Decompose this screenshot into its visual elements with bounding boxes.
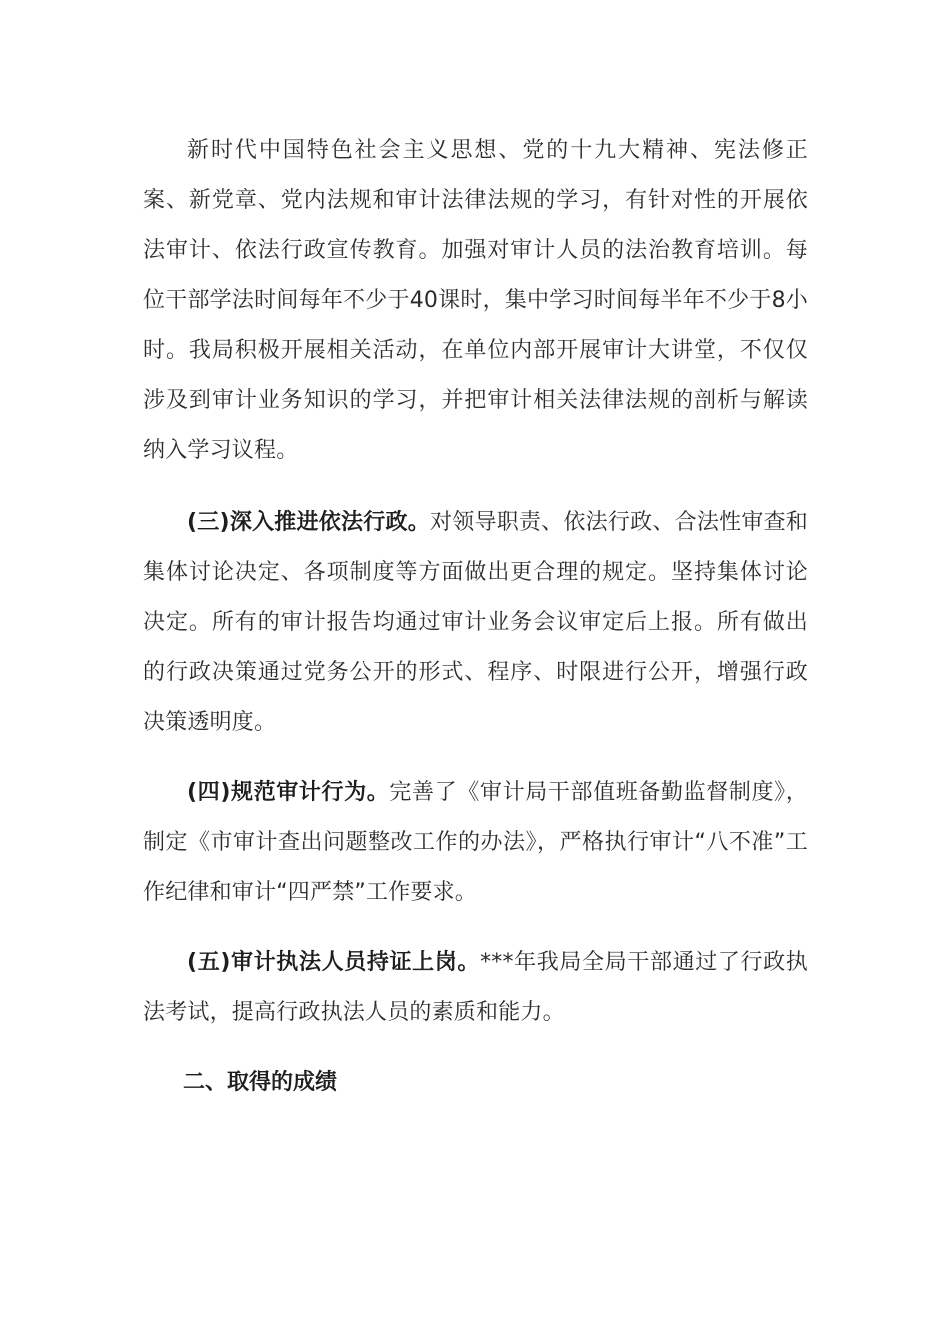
section-2-heading: 二、取得的成绩: [183, 1070, 338, 1095]
paragraph-section-4: [143, 768, 808, 918]
paragraph-intro-text: 新时代中国特色社会主义思想、党的十九大精神、宪法修正案、新党章、党内法规和审计法律法规的学习，有针对性的开展依法审计、依法行政宣传教育。加强对审计人员的法治教育培训。每位干部学法时间每年不少于40课时，集中学习时间每半年不少于8小时。我局积极开展相关活动，在单位内部开展审计大讲堂，不仅仅涉及到审计业务知识的学习，并把审计相关法律法规的剖析与解读纳入学习议程。: [143, 138, 808, 463]
paragraph-intro: [143, 126, 808, 476]
paragraph-section-5: [143, 938, 808, 1038]
paragraph-section-3: [143, 498, 808, 748]
paragraph-section-4-body: 完善了《审计局干部值班备勤监督制度》，制定《市审计查出问题整改工作的办法》，严格执行审计“八不准”工作纪律和审计“四严禁”工作要求。: [143, 780, 808, 905]
document-body: [143, 126, 808, 1108]
paragraph-section-5-heading: (五)审计执法人员持证上岗。: [187, 950, 481, 975]
paragraph-section-3-heading: (三)深入推进依法行政。: [187, 510, 430, 535]
paragraph-section-5-body: ***年我局全局干部通过了行政执法考试，提高行政执法人员的素质和能力。: [143, 950, 808, 1025]
paragraph-section-3-body: 对领导职责、依法行政、合法性审查和集体讨论决定、各项制度等方面做出更合理的规定。坚持集体讨论决定。所有的审计报告均通过审计业务会议审定后上报。所有做出的行政决策通过党务公开的形式、程序、时限进行公开，增强行政决策透明度。: [143, 510, 809, 735]
paragraph-section-4-heading: (四)规范审计行为。: [187, 780, 390, 805]
